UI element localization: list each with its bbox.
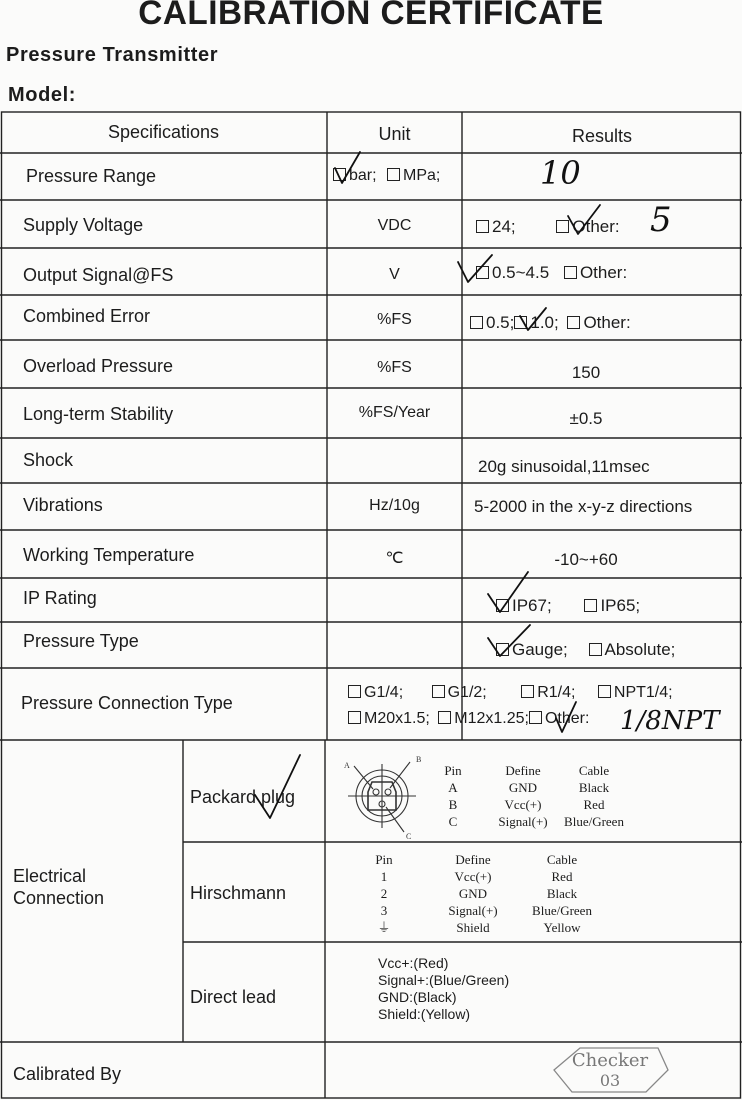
- hirschmann-pin-column: Pin 1 2 3 ⏚: [372, 851, 396, 936]
- checkbox-bar-checked[interactable]: [333, 168, 346, 181]
- electrical-connection-label-line1: Electrical: [13, 866, 87, 886]
- unit-output-signal: V: [389, 266, 400, 283]
- handwritten-supply-voltage: 5: [650, 200, 672, 240]
- result-temperature: -10~+60: [554, 550, 618, 569]
- results-supply-voltage: 24; Other:: [476, 217, 620, 237]
- result-vibrations: 5-2000 in the x-y-z directions: [474, 497, 693, 516]
- packard-cable-column: Cable Black Red Blue/Green: [564, 763, 624, 829]
- spec-vibrations: Vibrations: [23, 495, 103, 515]
- checkbox-g1-4[interactable]: [348, 685, 361, 698]
- checkbox-other-connection-checked[interactable]: [529, 711, 542, 724]
- spec-pressure-range: Pressure Range: [26, 166, 157, 186]
- results-ip-rating: IP67; IP65;: [496, 596, 640, 616]
- spec-overload-pressure: Overload Pressure: [23, 356, 174, 376]
- electrical-connection-label-line2: Connection: [13, 888, 105, 908]
- spec-combined-error: Combined Error: [23, 306, 151, 326]
- checkbox-24v[interactable]: [476, 220, 489, 233]
- checkbox-other-voltage-checked[interactable]: [556, 220, 569, 233]
- diagram-label-c: C: [406, 832, 412, 841]
- hirschmann-cable-column: Cable Red Black Blue/Green Yellow: [532, 852, 592, 935]
- diagram-label-a: A: [344, 761, 350, 770]
- spec-ip-rating: IP Rating: [23, 588, 97, 608]
- unit-vibrations: Hz/10g: [369, 497, 420, 514]
- checkbox-ip65[interactable]: [584, 599, 597, 612]
- unit-supply-voltage: VDC: [377, 217, 412, 234]
- header-specifications: Specifications: [107, 122, 220, 142]
- model-label: Model:: [8, 84, 77, 106]
- spec-output-signal: Output Signal@FS: [23, 265, 174, 285]
- packard-pin-column: Pin A B C: [444, 763, 462, 829]
- spec-working-temperature: Working Temperature: [23, 545, 195, 565]
- handwritten-connection: 1/8NPT: [620, 706, 720, 736]
- result-shock: 20g sinusoidal,11msec: [478, 457, 650, 476]
- results-output-signal: 0.5~4.5 Other:: [476, 263, 627, 283]
- result-overload: 150: [571, 363, 601, 382]
- spec-shock: Shock: [23, 450, 74, 470]
- spec-supply-voltage: Supply Voltage: [23, 215, 144, 235]
- diagram-label-b: B: [416, 755, 422, 764]
- packard-define-column: Define GND Vcc(+) Signal(+): [498, 763, 548, 829]
- unit-overload: %FS: [377, 359, 412, 376]
- hirschmann-define-column: Define Vcc(+) GND Signal(+) Shield: [448, 852, 498, 935]
- results-combined-error: 0.5; 1.0; Other:: [470, 313, 631, 333]
- results-pressure-type: Gauge; Absolute;: [496, 640, 675, 660]
- checkbox-absolute[interactable]: [589, 643, 602, 656]
- unit-combined-error: %FS: [377, 311, 412, 328]
- checkbox-m12x1.25[interactable]: [438, 711, 451, 724]
- checkbox-r1-4[interactable]: [521, 685, 534, 698]
- checkbox-other-error[interactable]: [567, 316, 580, 329]
- stamp-text-line2: 03: [599, 1071, 621, 1090]
- connection-options-line2: M20x1.5; M12x1.25; Other:: [348, 710, 589, 728]
- checkbox-0.5-4.5-checked[interactable]: [476, 266, 489, 279]
- packard-plug-connector-icon: [340, 752, 430, 842]
- packard-plug-label: Packard plug: [190, 787, 296, 807]
- checkbox-other-signal[interactable]: [564, 266, 577, 279]
- checkbox-gauge-checked[interactable]: [496, 643, 509, 656]
- connection-options-line1: G1/4; G1/2; R1/4; NPT1/4;: [348, 684, 673, 702]
- direct-lead-wiring: Vcc+:(Red) Signal+:(Blue/Green) GND:(Black) Shield:(Yellow): [378, 955, 510, 1022]
- unit-long-term: %FS/Year: [358, 404, 431, 421]
- certificate-title: CALIBRATION CERTIFICATE: [138, 0, 604, 32]
- document-subtitle: Pressure Transmitter: [6, 44, 219, 66]
- header-results: Results: [571, 126, 633, 146]
- hirschmann-label: Hirschmann: [190, 883, 287, 903]
- checkbox-ip67-checked[interactable]: [496, 599, 509, 612]
- checkbox-1.0-checked[interactable]: [514, 316, 527, 329]
- unit-temperature: ℃: [385, 550, 404, 567]
- stamp-text-line1: Checker: [571, 1050, 649, 1071]
- spec-long-term-stability: Long-term Stability: [23, 404, 174, 424]
- calibrated-by-label: Calibrated By: [13, 1064, 122, 1084]
- unit-options-pressure: bar; MPa;: [333, 167, 440, 185]
- ground-icon: ⏚: [377, 920, 391, 935]
- direct-lead-label: Direct lead: [190, 987, 277, 1007]
- spec-pressure-connection-type: Pressure Connection Type: [21, 693, 233, 713]
- checkbox-0.5[interactable]: [470, 316, 483, 329]
- result-long-term: ±0.5: [569, 409, 603, 428]
- checkbox-g1-2[interactable]: [432, 685, 445, 698]
- spec-pressure-type: Pressure Type: [23, 631, 139, 651]
- header-unit: Unit: [378, 124, 411, 144]
- handwritten-pressure-range: 10: [540, 154, 581, 192]
- checkbox-npt1-4[interactable]: [598, 685, 611, 698]
- checkbox-m20x1.5[interactable]: [348, 711, 361, 724]
- checkbox-mpa[interactable]: [387, 168, 400, 181]
